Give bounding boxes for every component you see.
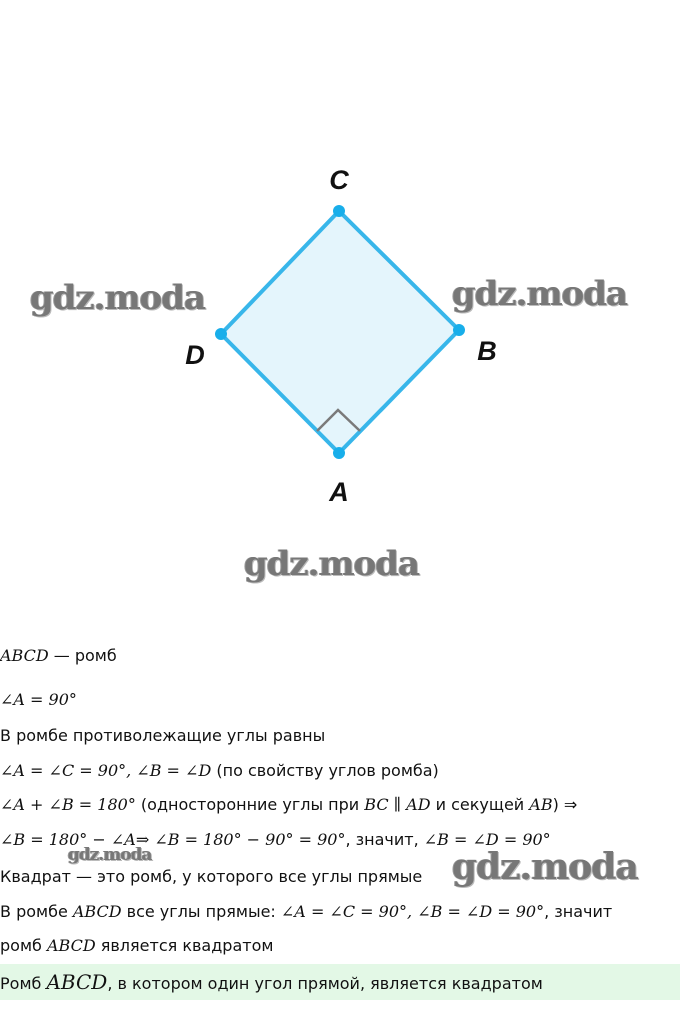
math-expression: ABCD	[72, 902, 122, 921]
solution-line-4	[0, 760, 439, 782]
watermark-logo: gdz.moda	[244, 544, 420, 584]
watermark-logo: gdz.moda	[452, 846, 638, 888]
text-fragment: Ромб	[0, 974, 47, 993]
text-fragment: и секущей	[430, 795, 530, 814]
text-fragment: В ромбе противолежащие углы равны	[0, 726, 326, 745]
text-fragment: все углы прямые:	[121, 902, 281, 921]
solution-line-7	[0, 866, 422, 888]
solution-line-9	[0, 935, 273, 957]
vertex-c-point	[333, 205, 345, 217]
vertex-d-point	[215, 328, 227, 340]
text-fragment: ромб	[0, 936, 47, 955]
text-fragment: Квадрат — это ромб, у которого все углы прямые	[0, 867, 423, 886]
watermark-logo: gdz.moda	[68, 845, 152, 865]
rhombus-shape	[221, 211, 459, 453]
vertex-c-label: C	[329, 165, 349, 195]
solution-line-5	[0, 794, 577, 816]
text-fragment: , в котором один угол прямой, является квадратом	[107, 974, 543, 993]
text-fragment: (односторонние углы при	[135, 795, 365, 814]
solution-line-8	[0, 901, 612, 923]
math-expression: ∠A = 90°	[0, 690, 77, 709]
text-fragment: , значит	[544, 902, 613, 921]
math-expression: ∠A = ∠C = 90°, ∠B = ∠D	[0, 761, 212, 780]
vertex-a-point	[333, 447, 345, 459]
watermark-logo: gdz.moda	[452, 274, 628, 314]
solution-line-1	[0, 645, 117, 667]
vertex-d-label: D	[185, 340, 205, 370]
answer-box	[0, 964, 680, 1000]
text-fragment: — ромб	[48, 646, 117, 665]
math-expression: ABCD	[46, 970, 108, 994]
math-expression: ∠A = ∠C = 90°, ∠B = ∠D = 90°	[280, 902, 545, 921]
math-expression: ABCD	[0, 646, 49, 665]
text-fragment: является квадратом	[95, 936, 274, 955]
vertex-b-point	[453, 324, 465, 336]
math-expression: BC ∥ AD	[364, 795, 431, 814]
vertex-b-label: B	[477, 336, 497, 366]
math-expression: AB	[529, 795, 553, 814]
math-expression: ∠A + ∠B = 180°	[0, 795, 136, 814]
vertex-a-label: A	[329, 477, 349, 507]
math-expression: ∠B = 180° − ∠A⇒ ∠B = 180° − 90° = 90°	[0, 830, 346, 849]
watermark-logo: gdz.moda	[30, 278, 206, 318]
text-fragment: ) ⇒	[552, 795, 578, 814]
math-expression: ABCD	[46, 936, 96, 955]
text-fragment: (по свойству углов ромба)	[211, 761, 439, 780]
solution-line-2	[0, 689, 77, 711]
text-fragment: , значит,	[345, 830, 424, 849]
solution-line-3	[0, 725, 325, 747]
text-fragment: В ромбе	[0, 902, 73, 921]
math-expression: ∠B = ∠D = 90°	[423, 830, 551, 849]
